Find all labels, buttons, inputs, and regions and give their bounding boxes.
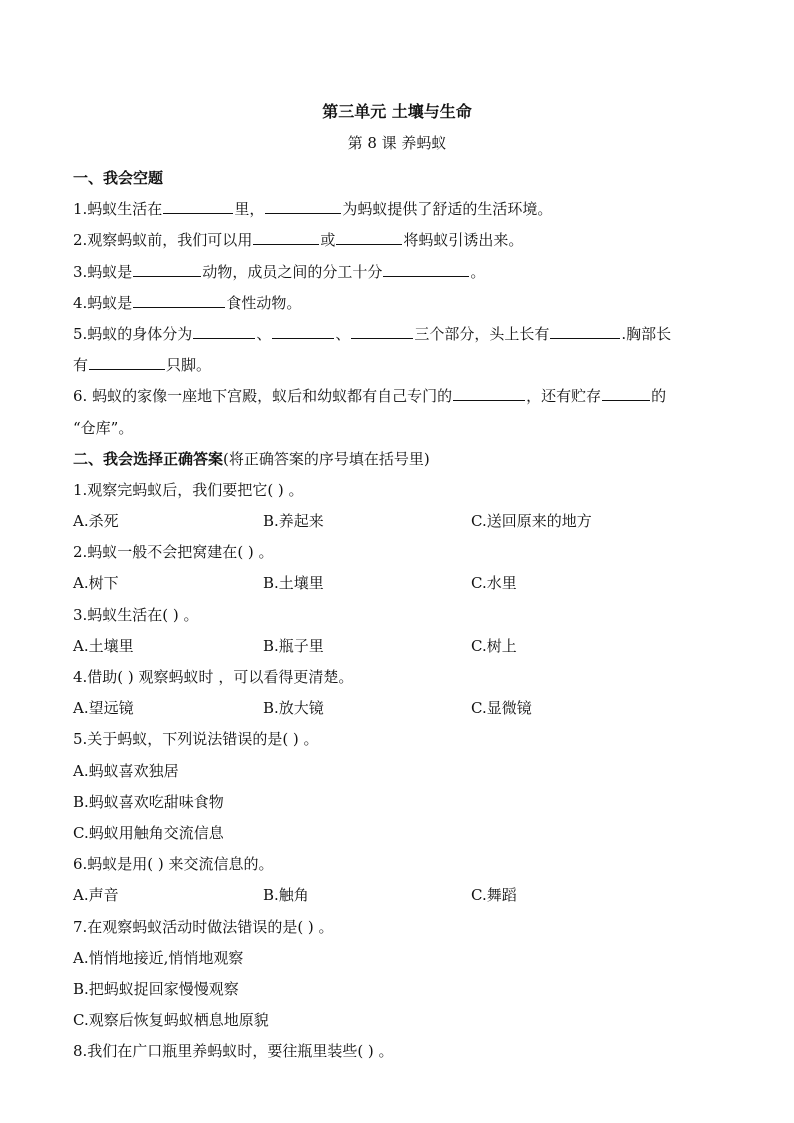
option-b[interactable]: B.放大镜 [263, 699, 324, 718]
page-title: 第三单元 土壤与生命 [322, 102, 472, 121]
choice-question-7: 7.在观察蚂蚁活动时做法错误的是( ) 。 [73, 917, 334, 936]
answer-blank[interactable] [265, 195, 341, 214]
fill-question-1: 1.蚂蚁生活在 里， 为蚂蚁提供了舒适的生活环境。 [73, 194, 713, 225]
option-a[interactable]: A.树下 [73, 574, 119, 593]
fill-question-6: 6. 蚂蚁的家像一座地下宫殿，蚁后和幼蚁都有自己专门的 ，还有贮存 的 [73, 381, 713, 412]
answer-blank[interactable] [272, 320, 334, 339]
option-b[interactable]: B.把蚂蚁捉回家慢慢观察 [73, 979, 239, 998]
answer-blank[interactable] [193, 320, 255, 339]
option-a[interactable]: A.声音 [73, 886, 119, 905]
choice-question-6: 6.蚂蚁是用( ) 来交流信息的。 [73, 855, 274, 874]
option-c[interactable]: C.蚂蚁用触角交流信息 [73, 823, 224, 842]
answer-blank[interactable] [550, 320, 620, 339]
fill-question-6-cont: “仓库”。 [73, 418, 134, 437]
option-c[interactable]: C.水里 [471, 574, 517, 593]
option-b[interactable]: B.养起来 [263, 512, 324, 531]
choice-question-3: 3.蚂蚁生活在( ) 。 [73, 605, 199, 624]
option-c[interactable]: C.树上 [471, 636, 517, 655]
option-a[interactable]: A.悄悄地接近,悄悄地观察 [73, 948, 244, 967]
option-a[interactable]: A.望远镜 [73, 699, 134, 718]
fill-question-4: 4.蚂蚁是 食性动物。 [73, 288, 713, 319]
section-1-heading: 一、我会空题 [73, 169, 164, 187]
option-b[interactable]: B.土壤里 [263, 574, 324, 593]
choice-options-1 [73, 506, 713, 537]
answer-blank[interactable] [163, 195, 233, 214]
answer-blank[interactable] [133, 289, 225, 308]
lesson-subtitle: 第 8 课 养蚂蚁 [347, 134, 447, 152]
section-2-note: (将正确答案的序号填在括号里) [223, 449, 430, 468]
answer-blank[interactable] [383, 258, 469, 277]
answer-blank[interactable] [89, 351, 165, 370]
fill-question-2: 2.观察蚂蚁前，我们可以用 或 将蚂蚁引诱出来。 [73, 225, 713, 256]
fill-question-3: 3.蚂蚁是 动物，成员之间的分工十分 。 [73, 257, 713, 288]
answer-blank[interactable] [336, 226, 402, 245]
answer-blank[interactable] [453, 382, 525, 401]
choice-question-4: 4.借助( ) 观察蚂蚁时 ，可以看得更清楚。 [73, 668, 354, 686]
answer-blank[interactable] [602, 382, 650, 401]
answer-blank[interactable] [253, 226, 319, 245]
section-2-heading: 二、我会选择正确答案(将正确答案的序号填在括号里) [73, 449, 430, 468]
option-a[interactable]: A.杀死 [73, 512, 119, 531]
answer-blank[interactable] [133, 258, 201, 277]
option-b[interactable]: B.触角 [263, 886, 309, 905]
choice-options-4 [73, 693, 713, 724]
option-c[interactable]: C.显微镜 [471, 699, 532, 718]
fill-question-5-cont: 有 只脚。 [73, 350, 713, 381]
answer-blank[interactable] [351, 320, 413, 339]
choice-options-2 [73, 568, 713, 599]
option-b[interactable]: B.蚂蚁喜欢吃甜味食物 [73, 792, 224, 811]
choice-question-2: 2.蚂蚁一般不会把窝建在( ) 。 [73, 543, 274, 562]
option-c[interactable]: C.送回原来的地方 [471, 512, 592, 531]
option-c[interactable]: C.舞蹈 [471, 886, 517, 905]
choice-question-5: 5.关于蚂蚁，下列说法错误的是( ) 。 [73, 730, 319, 749]
option-a[interactable]: A.蚂蚁喜欢独居 [73, 761, 179, 780]
option-b[interactable]: B.瓶子里 [263, 636, 324, 655]
choice-options-6 [73, 880, 713, 911]
fill-question-5: 5.蚂蚁的身体分为 、 、 三个部分，头上长有 .胸部长 [73, 319, 713, 350]
choice-question-1: 1.观察完蚂蚁后，我们要把它( ) 。 [73, 480, 304, 499]
option-c[interactable]: C.观察后恢复蚂蚁栖息地原貌 [73, 1011, 269, 1030]
option-a[interactable]: A.土壤里 [73, 636, 134, 655]
choice-options-3 [73, 631, 713, 662]
worksheet-body [73, 163, 713, 1067]
choice-question-8: 8.我们在广口瓶里养蚂蚁时，要往瓶里装些( ) 。 [73, 1042, 394, 1061]
